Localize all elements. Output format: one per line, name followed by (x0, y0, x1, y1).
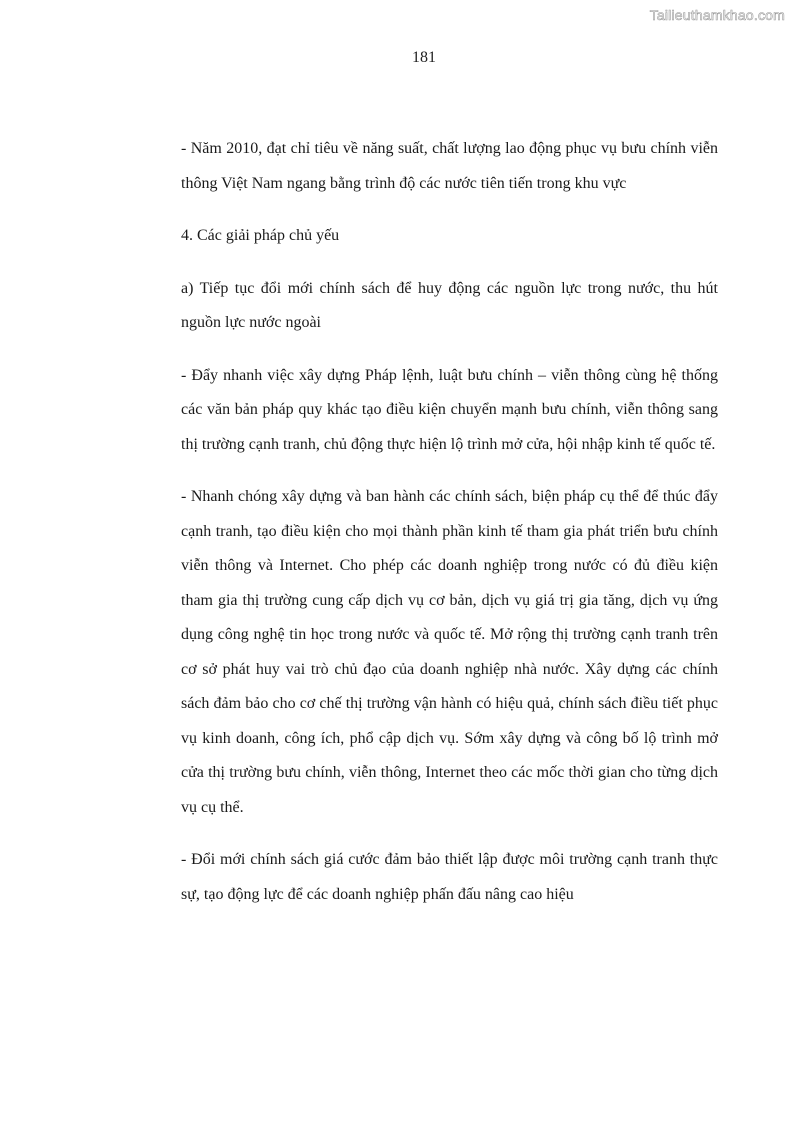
document-body (181, 132, 718, 930)
paragraph-competition-policy: - Nhanh chóng xây dựng và ban hành các chính sách, biện pháp cụ thể để thúc đẩy cạnh tranh, tạo điều kiện cho mọi thành phần kinh tế tham gia phát triển bưu chính viễn thông và Internet. Cho phép các doanh nghiệp trong nước có đủ điều kiện tham gia thị trường cung cấp dịch vụ cơ bản, dịch vụ giá trị gia tăng, dịch vụ ứng dụng công nghệ tin học trong nước và quốc tế. Mở rộng thị trường cạnh tranh trên cơ sở phát huy vai trò chủ đạo của doanh nghiệp nhà nước. Xây dựng các chính sách đảm bảo cho cơ chế thị trường vận hành có hiệu quả, chính sách điều tiết phục vụ kinh doanh, công ích, phổ cập dịch vụ. Sớm xây dựng và công bố lộ trình mở cửa thị trường bưu chính, viễn thông, Internet theo các mốc thời gian cho từng dịch vụ cụ thể. (181, 488, 718, 816)
paragraph-productivity-target: - Năm 2010, đạt chỉ tiêu về năng suất, chất lượng lao động phục vụ bưu chính viễn thông Việt Nam ngang bằng trình độ các nước tiên tiến trong khu vực (181, 140, 718, 192)
paragraph-legislation: - Đẩy nhanh việc xây dựng Pháp lệnh, luật bưu chính – viễn thông cùng hệ thống các văn bản pháp quy khác tạo điều kiện chuyển mạnh bưu chính, viễn thông sang thị trường cạnh tranh, chủ động thực hiện lộ trình mở cửa, hội nhập kinh tế quốc tế. (181, 366, 718, 453)
watermark: Tailieuthamkhao.com (649, 7, 785, 23)
page-number: 181 (412, 49, 436, 66)
paragraph-pricing-policy: - Đổi mới chính sách giá cước đảm bảo thiết lập được môi trường cạnh tranh thực sự, tạo động lực để các doanh nghiệp phấn đấu nâng cao hiệu (181, 851, 718, 903)
subheading-policy-renewal: a) Tiếp tục đổi mới chính sách để huy động các nguồn lực trong nước, thu hút nguồn lực nước ngoài (181, 279, 718, 331)
section-heading-solutions: 4. Các giải pháp chủ yếu (181, 227, 340, 244)
